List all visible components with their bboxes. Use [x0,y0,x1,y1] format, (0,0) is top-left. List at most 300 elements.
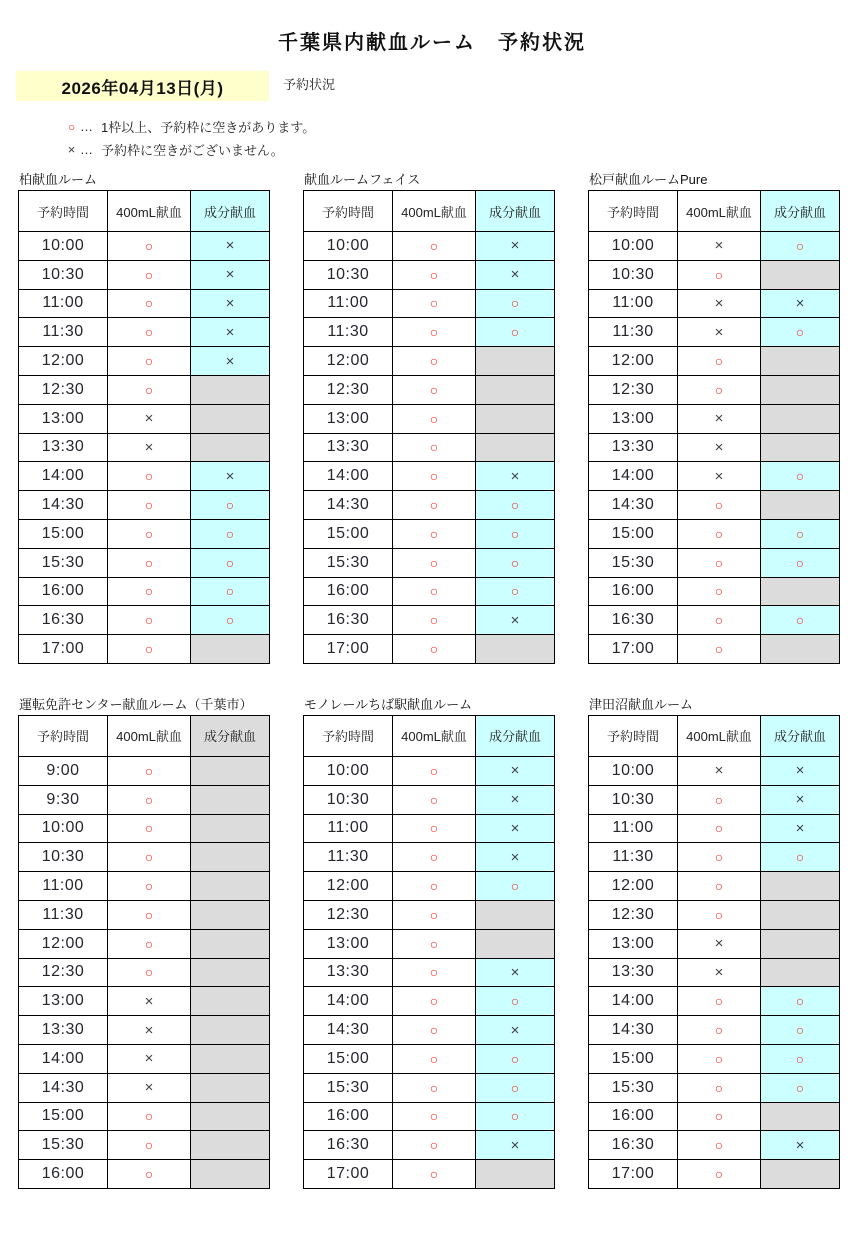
table-row [304,1160,555,1189]
table-row [589,260,840,289]
component-status-cell [191,814,270,843]
table-row [19,577,270,606]
table-header-row [19,715,270,756]
component-status-cell: × [476,843,555,872]
time-cell: 10:30 [19,843,108,872]
table-row [304,548,555,577]
time-cell: 17:00 [589,635,678,664]
table-row [589,635,840,664]
component-status-cell: × [476,814,555,843]
ml400-status-cell: ○ [393,900,476,929]
time-cell: 13:00 [589,929,678,958]
time-cell: 16:30 [589,1131,678,1160]
table-row [304,462,555,491]
col-header-400ml: 400mL献血 [108,191,191,232]
table-row [19,433,270,462]
ml400-status-cell: ○ [108,1102,191,1131]
time-cell: 11:00 [589,289,678,318]
component-status-cell: ○ [761,843,840,872]
component-status-cell [476,900,555,929]
ml400-status-cell: ○ [393,929,476,958]
table-row [304,785,555,814]
ml400-status-cell: ○ [108,785,191,814]
table-row [589,756,840,785]
time-cell: 11:30 [304,843,393,872]
ml400-status-cell: ○ [108,519,191,548]
table-row [304,987,555,1016]
component-status-cell: × [191,347,270,376]
component-status-cell: ○ [761,1016,840,1045]
component-status-cell [761,958,840,987]
room-block [303,694,553,1189]
time-cell: 10:00 [19,232,108,261]
legend [64,115,864,161]
time-cell: 11:30 [19,318,108,347]
table-header-row [304,715,555,756]
table-row [304,289,555,318]
ml400-status-cell: ○ [393,433,476,462]
component-status-cell: ○ [476,1073,555,1102]
time-cell: 12:30 [19,958,108,987]
time-cell: 12:00 [589,347,678,376]
time-cell: 11:30 [589,843,678,872]
time-cell: 14:30 [589,491,678,520]
table-row [589,404,840,433]
component-status-cell: ○ [476,577,555,606]
ml400-status-cell: ○ [108,929,191,958]
time-cell: 15:30 [589,548,678,577]
time-cell: 17:00 [304,1160,393,1189]
time-cell: 11:00 [589,814,678,843]
rooms-grid [18,169,864,1189]
ml400-status-cell: ○ [108,375,191,404]
ml400-status-cell: ○ [393,1131,476,1160]
date-row [16,71,864,101]
component-status-cell [761,635,840,664]
ml400-status-cell: ○ [393,1102,476,1131]
component-status-cell: × [476,606,555,635]
col-header-time: 予約時間 [304,715,393,756]
time-cell: 15:00 [304,1044,393,1073]
col-header-component: 成分献血 [761,715,840,756]
table-row [589,548,840,577]
table-row [304,1131,555,1160]
legend-full-line [64,138,864,161]
component-status-cell [761,577,840,606]
ml400-status-cell: ○ [108,491,191,520]
table-row [589,843,840,872]
component-status-cell [191,1044,270,1073]
component-status-cell: ○ [761,987,840,1016]
ml400-status-cell: × [108,1073,191,1102]
ml400-status-cell: ○ [678,1160,761,1189]
ml400-status-cell: ○ [678,872,761,901]
ml400-status-cell: ○ [393,756,476,785]
ml400-status-cell: ○ [393,606,476,635]
table-row [19,785,270,814]
col-header-component: 成分献血 [761,191,840,232]
time-cell: 10:30 [304,260,393,289]
component-status-cell: × [476,462,555,491]
table-row [19,491,270,520]
time-cell: 16:00 [589,1102,678,1131]
ml400-status-cell: × [678,756,761,785]
component-status-cell [191,756,270,785]
table-row [304,814,555,843]
reservation-table [18,715,270,1189]
table-row [19,462,270,491]
time-cell: 13:00 [19,987,108,1016]
ml400-status-cell: × [108,404,191,433]
time-cell: 15:00 [589,1044,678,1073]
ml400-status-cell: ○ [108,1160,191,1189]
ml400-status-cell: ○ [108,872,191,901]
table-row [589,872,840,901]
ml400-status-cell: ○ [393,1044,476,1073]
table-row [589,1131,840,1160]
reservation-table [588,190,840,664]
ml400-status-cell: ○ [393,1160,476,1189]
ml400-status-cell: × [678,318,761,347]
col-header-component: 成分献血 [476,191,555,232]
table-row [589,987,840,1016]
table-row [589,462,840,491]
table-row [304,491,555,520]
ml400-status-cell: ○ [393,260,476,289]
component-status-cell: × [476,232,555,261]
ml400-status-cell: × [678,462,761,491]
ml400-status-cell: ○ [108,289,191,318]
table-row [304,756,555,785]
table-row [304,1102,555,1131]
page-title: 千葉県内献血ルーム 予約状況 [278,32,586,54]
ml400-status-cell: ○ [393,375,476,404]
time-cell: 9:00 [19,756,108,785]
table-row [304,900,555,929]
ml400-status-cell: ○ [678,577,761,606]
time-cell: 10:00 [304,756,393,785]
time-cell: 10:00 [589,232,678,261]
component-status-cell [191,1016,270,1045]
time-cell: 12:30 [589,900,678,929]
ml400-status-cell: ○ [393,318,476,347]
component-status-cell [761,1102,840,1131]
ml400-status-cell: × [678,232,761,261]
component-status-cell: ○ [761,519,840,548]
component-status-cell [191,1160,270,1189]
ml400-status-cell: ○ [393,347,476,376]
time-cell: 11:30 [19,900,108,929]
table-row [19,900,270,929]
table-row [304,929,555,958]
component-status-cell [476,433,555,462]
time-cell: 16:30 [19,606,108,635]
ml400-status-cell: ○ [108,635,191,664]
component-status-cell: ○ [476,1044,555,1073]
time-cell: 13:00 [589,404,678,433]
component-status-cell: ○ [761,606,840,635]
room-block [588,169,838,664]
component-status-cell [191,404,270,433]
legend-open-text: 1枠以上、予約枠に空きがあります。 [101,120,316,135]
time-cell: 11:00 [19,872,108,901]
table-row [19,232,270,261]
ml400-status-cell: ○ [393,1016,476,1045]
component-status-cell [191,843,270,872]
date-box: 2026年04月13日(月) [16,71,269,101]
time-cell: 14:30 [304,491,393,520]
ml400-status-cell: ○ [108,260,191,289]
component-status-cell: ○ [761,462,840,491]
time-cell: 12:00 [304,872,393,901]
time-cell: 15:00 [304,519,393,548]
table-row [19,260,270,289]
time-cell: 10:30 [19,260,108,289]
ml400-status-cell: ○ [678,987,761,1016]
room-block [303,169,553,664]
ml400-status-cell: ○ [393,289,476,318]
component-status-cell: ○ [761,1044,840,1073]
time-cell: 12:00 [19,929,108,958]
component-status-cell: ○ [476,318,555,347]
time-cell: 11:30 [589,318,678,347]
component-status-cell: × [761,814,840,843]
col-header-400ml: 400mL献血 [393,715,476,756]
time-cell: 14:30 [304,1016,393,1045]
time-cell: 10:00 [589,756,678,785]
col-header-time: 予約時間 [589,715,678,756]
table-row [19,1016,270,1045]
component-status-cell [761,375,840,404]
table-row [304,433,555,462]
component-status-cell [476,1160,555,1189]
component-status-cell [761,1160,840,1189]
ml400-status-cell: ○ [678,785,761,814]
time-cell: 14:00 [19,1044,108,1073]
time-cell: 14:00 [589,462,678,491]
ml400-status-cell: × [678,289,761,318]
component-status-cell [761,260,840,289]
col-header-component: 成分献血 [191,191,270,232]
time-cell: 12:30 [304,375,393,404]
component-status-cell [761,491,840,520]
ml400-status-cell: ○ [393,843,476,872]
component-status-cell [191,1131,270,1160]
table-row [19,1044,270,1073]
component-status-cell [191,872,270,901]
table-row [19,318,270,347]
table-row [589,785,840,814]
ml400-status-cell: ○ [393,814,476,843]
time-cell: 16:00 [304,577,393,606]
table-row [589,606,840,635]
component-status-cell [191,1102,270,1131]
ml400-status-cell: ○ [678,491,761,520]
time-cell: 13:30 [19,433,108,462]
reservation-table [303,190,555,664]
col-header-component: 成分献血 [191,715,270,756]
component-status-cell: × [476,1016,555,1045]
ml400-status-cell: ○ [108,577,191,606]
table-row [304,404,555,433]
col-header-time: 予約時間 [304,191,393,232]
component-status-cell: × [761,1131,840,1160]
component-status-cell [191,1073,270,1102]
time-cell: 16:30 [304,1131,393,1160]
time-cell: 17:00 [589,1160,678,1189]
component-status-cell: ○ [476,519,555,548]
time-cell: 11:30 [304,318,393,347]
component-status-cell: × [761,785,840,814]
table-row [589,900,840,929]
table-row [19,1131,270,1160]
table-row [19,1073,270,1102]
table-row [19,289,270,318]
time-cell: 10:30 [589,785,678,814]
table-row [589,1102,840,1131]
component-status-cell: ○ [761,1073,840,1102]
time-cell: 15:30 [19,1131,108,1160]
time-cell: 15:30 [19,548,108,577]
ml400-status-cell: ○ [108,462,191,491]
table-header-row [589,715,840,756]
ml400-status-cell: ○ [108,347,191,376]
time-cell: 12:00 [19,347,108,376]
component-status-cell: × [476,958,555,987]
col-header-400ml: 400mL献血 [108,715,191,756]
room-title: 運転免許センター献血ルーム（千葉市） [19,696,253,712]
table-row [589,232,840,261]
table-row [589,347,840,376]
ml400-status-cell: ○ [678,814,761,843]
component-status-cell: × [191,462,270,491]
time-cell: 16:00 [19,1160,108,1189]
time-cell: 14:00 [304,462,393,491]
component-status-cell: ○ [761,548,840,577]
component-status-cell: ○ [476,987,555,1016]
component-status-cell [476,375,555,404]
ml400-status-cell: ○ [678,635,761,664]
component-status-cell [761,900,840,929]
table-row [304,843,555,872]
component-status-cell: ○ [476,289,555,318]
ml400-status-cell: ○ [678,843,761,872]
ml400-status-cell: ○ [108,900,191,929]
room-title: モノレールちば駅献血ルーム [304,696,473,712]
ml400-status-cell: ○ [393,958,476,987]
component-status-cell [191,433,270,462]
time-cell: 13:30 [304,433,393,462]
ml400-status-cell: ○ [393,519,476,548]
full-cross-icon: × [67,142,76,157]
time-cell: 12:00 [589,872,678,901]
table-row [19,987,270,1016]
table-row [19,404,270,433]
time-cell: 10:00 [304,232,393,261]
table-row [589,289,840,318]
component-status-cell [761,929,840,958]
table-row [304,1044,555,1073]
component-status-cell [191,785,270,814]
ml400-status-cell: ○ [678,548,761,577]
ml400-status-cell: ○ [108,958,191,987]
component-status-cell: ○ [476,1102,555,1131]
table-row [19,519,270,548]
time-cell: 16:30 [304,606,393,635]
ml400-status-cell: ○ [678,519,761,548]
ml400-status-cell: ○ [393,635,476,664]
component-status-cell: ○ [191,548,270,577]
table-row [589,1016,840,1045]
ml400-status-cell: × [108,1044,191,1073]
col-header-400ml: 400mL献血 [393,191,476,232]
legend-open-line [64,115,864,138]
ml400-status-cell: ○ [393,785,476,814]
room-title: 柏献血ルーム [19,172,98,187]
room-title: 献血ルームフェイス [304,172,421,187]
ml400-status-cell: ○ [108,606,191,635]
table-row [304,318,555,347]
table-row [589,375,840,404]
table-row [304,606,555,635]
time-cell: 14:30 [19,491,108,520]
component-status-cell: ○ [761,232,840,261]
table-row [19,347,270,376]
ml400-status-cell: ○ [678,606,761,635]
time-cell: 16:00 [19,577,108,606]
room-title: 津田沼献血ルーム [589,696,694,712]
component-status-cell [476,929,555,958]
time-cell: 14:30 [19,1073,108,1102]
component-status-cell: × [191,289,270,318]
time-cell: 11:00 [19,289,108,318]
time-cell: 15:30 [304,1073,393,1102]
ml400-status-cell: ○ [678,375,761,404]
component-status-cell: ○ [191,519,270,548]
ml400-status-cell: ○ [678,900,761,929]
table-row [304,260,555,289]
component-status-cell [761,404,840,433]
ml400-status-cell: ○ [108,232,191,261]
table-row [589,491,840,520]
table-row [304,1073,555,1102]
table-row [589,577,840,606]
component-status-cell [191,900,270,929]
ml400-status-cell: ○ [393,404,476,433]
ml400-status-cell: ○ [108,1131,191,1160]
time-cell: 17:00 [19,635,108,664]
ml400-status-cell: ○ [393,987,476,1016]
time-cell: 13:00 [19,404,108,433]
component-status-cell [761,347,840,376]
table-row [304,375,555,404]
date-caption-label: 予約状況 [283,77,336,92]
ml400-status-cell: ○ [393,872,476,901]
ml400-status-cell: ○ [393,1073,476,1102]
time-cell: 16:30 [589,606,678,635]
ml400-status-cell: × [678,404,761,433]
ml400-status-cell: ○ [678,347,761,376]
component-status-cell: × [476,785,555,814]
ml400-status-cell: ○ [393,462,476,491]
ml400-status-cell: ○ [108,548,191,577]
table-row [19,929,270,958]
legend-dots: … [80,142,93,157]
table-row [19,1102,270,1131]
component-status-cell [761,872,840,901]
table-header-row [304,191,555,232]
table-row [304,232,555,261]
